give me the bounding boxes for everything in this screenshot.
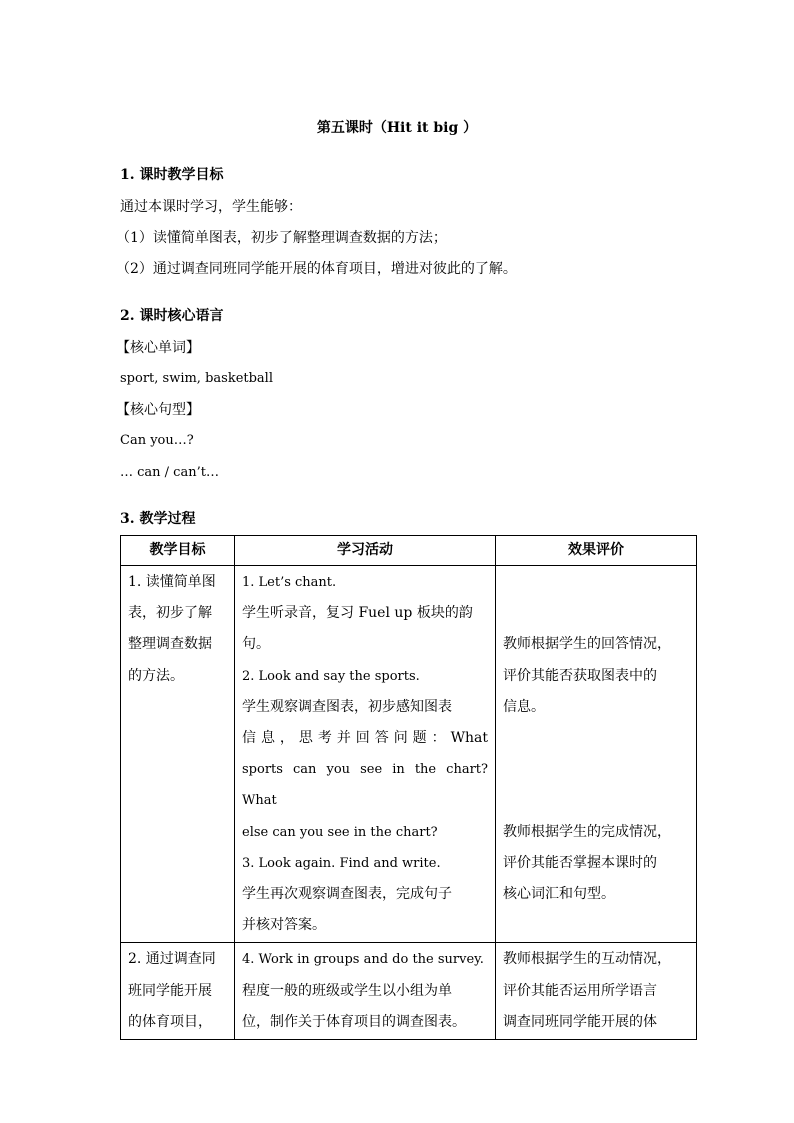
activity-title: 4. Work in groups and do the survey. — [242, 952, 484, 968]
activity-text: 位，制作关于体育项目的调查图表。 — [242, 1013, 466, 1030]
activity-text: 句。 — [242, 636, 270, 653]
goal-line: 班同学能开展 — [128, 982, 212, 999]
activity-text: 并核对答案。 — [242, 917, 326, 934]
section1-heading: 1. 课时教学目标 — [120, 167, 224, 183]
activity-text: 程度一般的班级或学生以小组为单 — [242, 982, 452, 999]
activity-text: 信息，思考并回答问题：What — [242, 730, 488, 747]
goal-line: 2. 通过调查同 — [128, 951, 216, 968]
goal-line: 的体育项目， — [128, 1013, 212, 1030]
activity-text: 学生观察调查图表，初步感知图表 — [242, 698, 452, 715]
evaluation-cell — [496, 943, 697, 1040]
activity-title: 1. Let’s chant. — [242, 575, 337, 590]
activity-title: 3. Look again. Find and write. — [242, 855, 441, 871]
section3-heading: 3. 教学过程 — [120, 511, 196, 527]
activity-text: 学生听录音，复习 Fuel up 板块的韵 — [242, 605, 473, 622]
evaluation-text: 评价其能否获取图表中的 — [503, 667, 657, 684]
evaluation-text: 评价其能否运用所学语言 — [503, 982, 657, 999]
evaluation-text: 教师根据学生的回答情况， — [503, 636, 671, 653]
section1-goal-1: （1）读懂简单图表，初步了解整理调查数据的方法； — [116, 230, 447, 246]
goal-line: 1. 读懂简单图 — [128, 574, 216, 590]
activity-cell — [235, 566, 496, 943]
core-sentences-label: 【核心句型】 — [116, 402, 200, 418]
table-row — [121, 943, 697, 1040]
header-goal: 教学目标 — [121, 536, 235, 566]
goal-line: 的方法。 — [128, 667, 184, 684]
goal-line: 整理调查数据 — [128, 636, 212, 653]
evaluation-text: 教师根据学生的互动情况， — [503, 951, 671, 968]
section1-goal-2: （2）通过调查同班同学能开展的体育项目，增进对彼此的了解。 — [116, 261, 517, 277]
table-row — [121, 566, 697, 943]
evaluation-text: 评价其能否掌握本课时的 — [503, 854, 657, 871]
section2-heading: 2. 课时核心语言 — [120, 308, 224, 324]
table-header-row — [121, 536, 697, 566]
activity-cell — [235, 943, 496, 1040]
teaching-process-table — [120, 535, 697, 1040]
header-activity: 学习活动 — [235, 536, 496, 566]
evaluation-text: 核心词汇和句型。 — [503, 885, 615, 902]
core-words-label: 【核心单词】 — [116, 340, 200, 356]
section1-intro: 通过本课时学习，学生能够： — [120, 199, 302, 215]
activity-title: 2. Look and say the sports. — [242, 668, 420, 684]
evaluation-text: 调查同班同学能开展的体 — [503, 1013, 657, 1030]
lesson-title: 第五课时（Hit it big ） — [316, 120, 478, 136]
goal-line: 表，初步了解 — [128, 605, 212, 622]
evaluation-cell — [496, 566, 697, 943]
goal-cell — [121, 943, 235, 1040]
activity-text: else can you see in the chart? — [242, 824, 438, 840]
core-sentence-1: Can you…? — [120, 433, 194, 448]
core-sentence-2: … can / can’t… — [120, 465, 219, 480]
core-words: sport, swim, basketball — [120, 371, 273, 386]
evaluation-text: 教师根据学生的完成情况， — [503, 823, 671, 840]
goal-cell — [121, 566, 235, 943]
activity-text: 学生再次观察调查图表，完成句子 — [242, 886, 452, 903]
activity-text: sports can you see in the chart? What — [242, 762, 488, 809]
evaluation-text: 信息。 — [503, 698, 545, 715]
header-evaluation: 效果评价 — [496, 536, 697, 566]
